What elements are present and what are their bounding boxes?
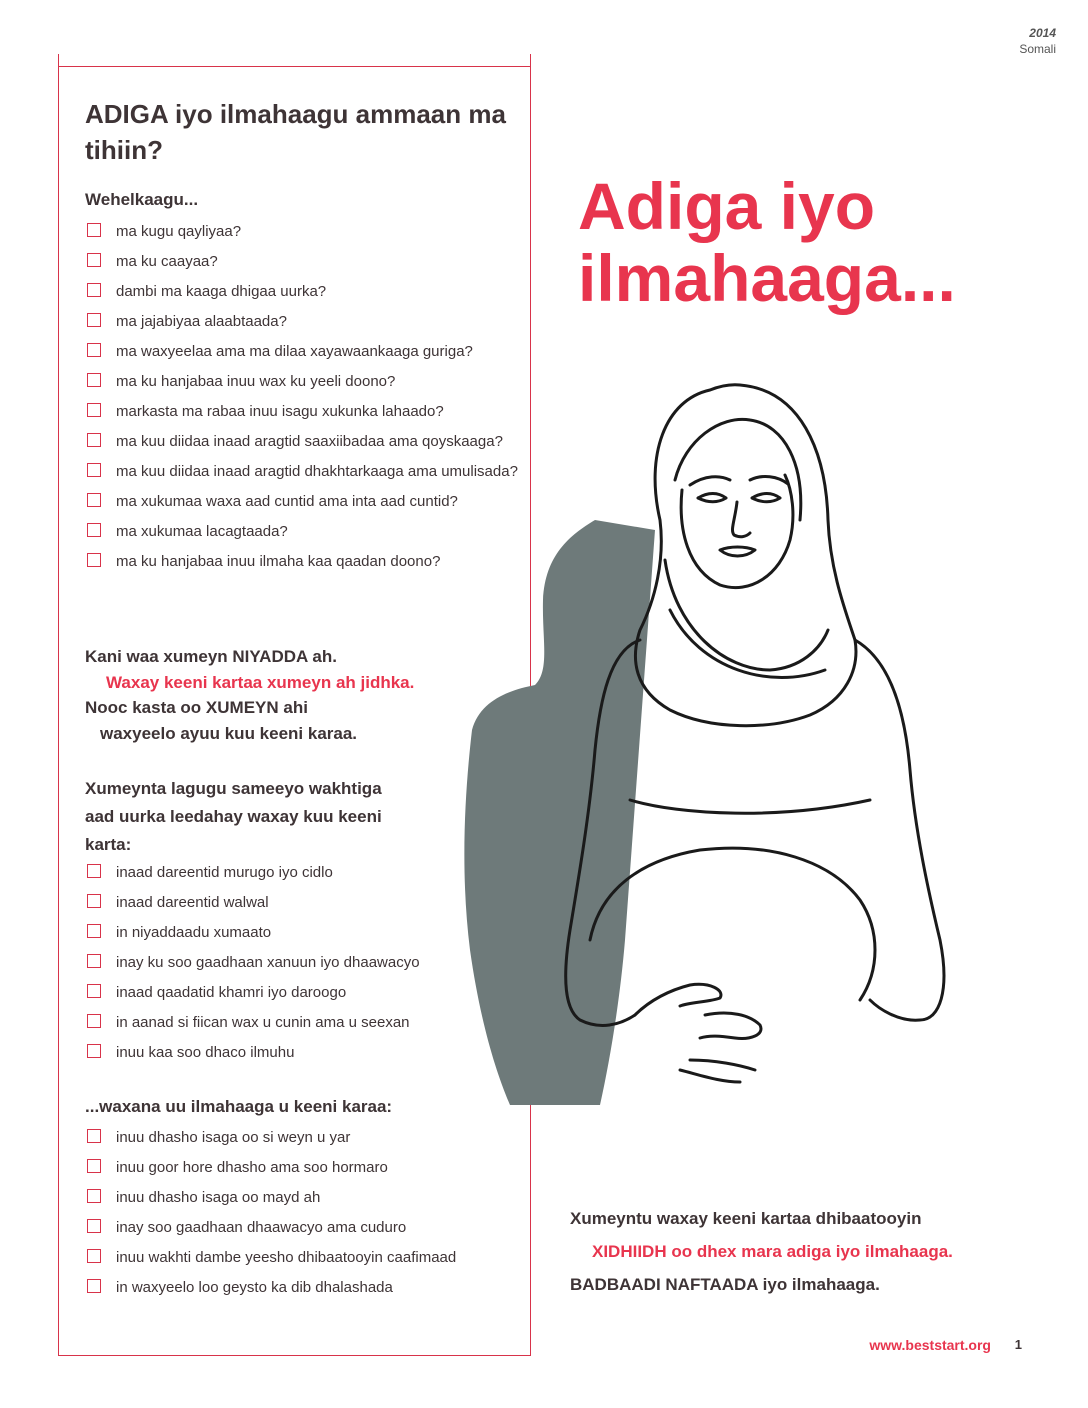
checkbox[interactable] [87,253,101,267]
behavior-item-label: ma xukumaa lacagtaada? [116,523,288,540]
checkbox[interactable] [87,463,101,477]
statement-harm: waxyeelo ayuu kuu keeni karaa. [100,724,358,743]
checkbox[interactable] [87,493,101,507]
pregnant-woman-illustration [450,370,1050,1110]
checkbox[interactable] [87,553,101,567]
panel-bottom-rule [59,1355,530,1356]
section2-heading: Xumeynta lagugu sameeyo wakhtiga aad uurka leedahay waxay kuu keeni karta: [85,779,382,854]
behavior-item-label: dambi ma kaaga dhigaa uurka? [116,283,327,300]
mother-effect-item-label: in aanad si fiican wax u cunin ama u seexan [116,1014,410,1031]
behavior-item-label: markasta ma rabaa inuu isagu xukunka lahaado? [116,403,444,420]
baby-effect-item-label: inay soo gaadhaan dhaawacyo ama cuduro [116,1219,407,1236]
panel-top-rule [59,66,530,67]
mother-effect-item-label: inay ku soo gaadhaan xanuun iyo dhaawacyo [116,954,420,971]
shadow-figure [464,520,655,1105]
behavior-item-label: ma ku hanjabaa inuu ilmaha kaa qaadan doono? [116,553,441,570]
checkbox[interactable] [87,984,101,998]
baby-effect-item [87,1156,527,1179]
checkbox[interactable] [87,1249,101,1263]
mother-effect-item-label: in niyaddaadu xumaato [116,924,272,941]
baby-effect-item [87,1276,527,1299]
mother-effect-item-label: inaad dareentid murugo iyo cidlo [116,864,333,881]
message-line3: BADBAADI NAFTAADA iyo ilmahaaga. [570,1275,880,1294]
baby-effect-item-label: inuu dhasho isaga oo si weyn u yar [116,1129,351,1146]
baby-effect-item [87,1216,527,1239]
behavior-item [87,340,527,363]
baby-effect-item [87,1246,527,1269]
header-year: 2014 [1029,26,1056,40]
checkbox[interactable] [87,1014,101,1028]
behavior-item-label: ma waxyeelaa ama ma dilaa xayawaankaaga guriga? [116,343,473,360]
message-line1: Xumeyntu waxay keeni kartaa dhibaatooyin [570,1209,922,1228]
behavior-item-label: ma ku caayaa? [116,253,218,270]
checkbox[interactable] [87,433,101,447]
mother-effect-item-label: inaad dareentid walwal [116,894,269,911]
checkbox[interactable] [87,1044,101,1058]
mother-effect-item-label: inaad qaadatid khamri iyo daroogo [116,984,347,1001]
behavior-item [87,280,527,303]
checkbox[interactable] [87,283,101,297]
baby-effect-item [87,1186,527,1209]
baby-effect-item-label: inuu goor hore dhasho ama soo hormaro [116,1159,388,1176]
message-line2: XIDHIIDH oo dhex mara adiga iyo ilmahaaga. [592,1242,953,1261]
baby-effect-item [87,1126,527,1149]
checkbox[interactable] [87,1129,101,1143]
section1-heading: Wehelkaagu... [85,190,199,209]
main-title-line1: Adiga iyo [578,169,876,243]
checkbox[interactable] [87,864,101,878]
main-title [578,170,956,314]
behavior-item-label: ma kugu qayliyaa? [116,223,242,240]
behavior-item-label: ma xukumaa waxa aad cuntid ama inta aad cuntid? [116,493,458,510]
main-title-line2: ilmahaaga... [578,241,956,315]
hands [635,984,761,1082]
belly [590,848,875,1000]
behavior-item-label: ma kuu diidaa inaad aragtid dhakhtarkaaga ama umulisada? [116,463,518,480]
behavior-item [87,220,527,243]
checkbox[interactable] [87,1279,101,1293]
baby-effect-item-label: in waxyeelo loo geysto ka dib dhalashada [116,1279,393,1296]
baby-effect-item-label: inuu dhasho isaga oo mayd ah [116,1189,321,1206]
checkbox[interactable] [87,223,101,237]
header-language: Somali [1019,42,1056,56]
checkbox[interactable] [87,313,101,327]
checkbox[interactable] [87,894,101,908]
baby-effects-checklist [87,1126,527,1306]
behavior-item-label: ma ku hanjabaa inuu wax ku yeeli doono? [116,373,396,390]
face [681,475,793,588]
footer-website-link[interactable]: www.beststart.org [869,1337,991,1353]
behavior-item [87,310,527,333]
checkbox[interactable] [87,343,101,357]
behavior-item-label: ma jajabiyaa alaabtaada? [116,313,287,330]
checkbox[interactable] [87,1219,101,1233]
checkbox[interactable] [87,1159,101,1173]
checkbox[interactable] [87,523,101,537]
behavior-item-label: ma kuu diidaa inaad aragtid saaxiibadaa ama qoyskaaga? [116,433,503,450]
statement-emotional-abuse: Kani waa xumeyn NIYADDA ah. [85,647,337,666]
behavior-item [87,250,527,273]
mother-effect-item-label: inuu kaa soo dhaco ilmuhu [116,1044,295,1061]
section3-heading: ...waxana uu ilmahaaga u keeni karaa: [85,1097,393,1116]
checkbox[interactable] [87,373,101,387]
statement-any-abuse: Nooc kasta oo XUMEYN ahi [85,698,308,717]
checkbox[interactable] [87,1189,101,1203]
statement-physical-abuse: Waxay keeni kartaa xumeyn ah jidhka. [106,673,415,692]
page-number: 1 [1014,1337,1022,1352]
baby-effect-item-label: inuu wakhti dambe yeesho dhibaatooyin caafimaad [116,1249,457,1266]
checkbox[interactable] [87,924,101,938]
checkbox[interactable] [87,954,101,968]
panel-title: ADIGA iyo ilmahaagu ammaan ma tihiin? [85,99,506,165]
checkbox[interactable] [87,403,101,417]
